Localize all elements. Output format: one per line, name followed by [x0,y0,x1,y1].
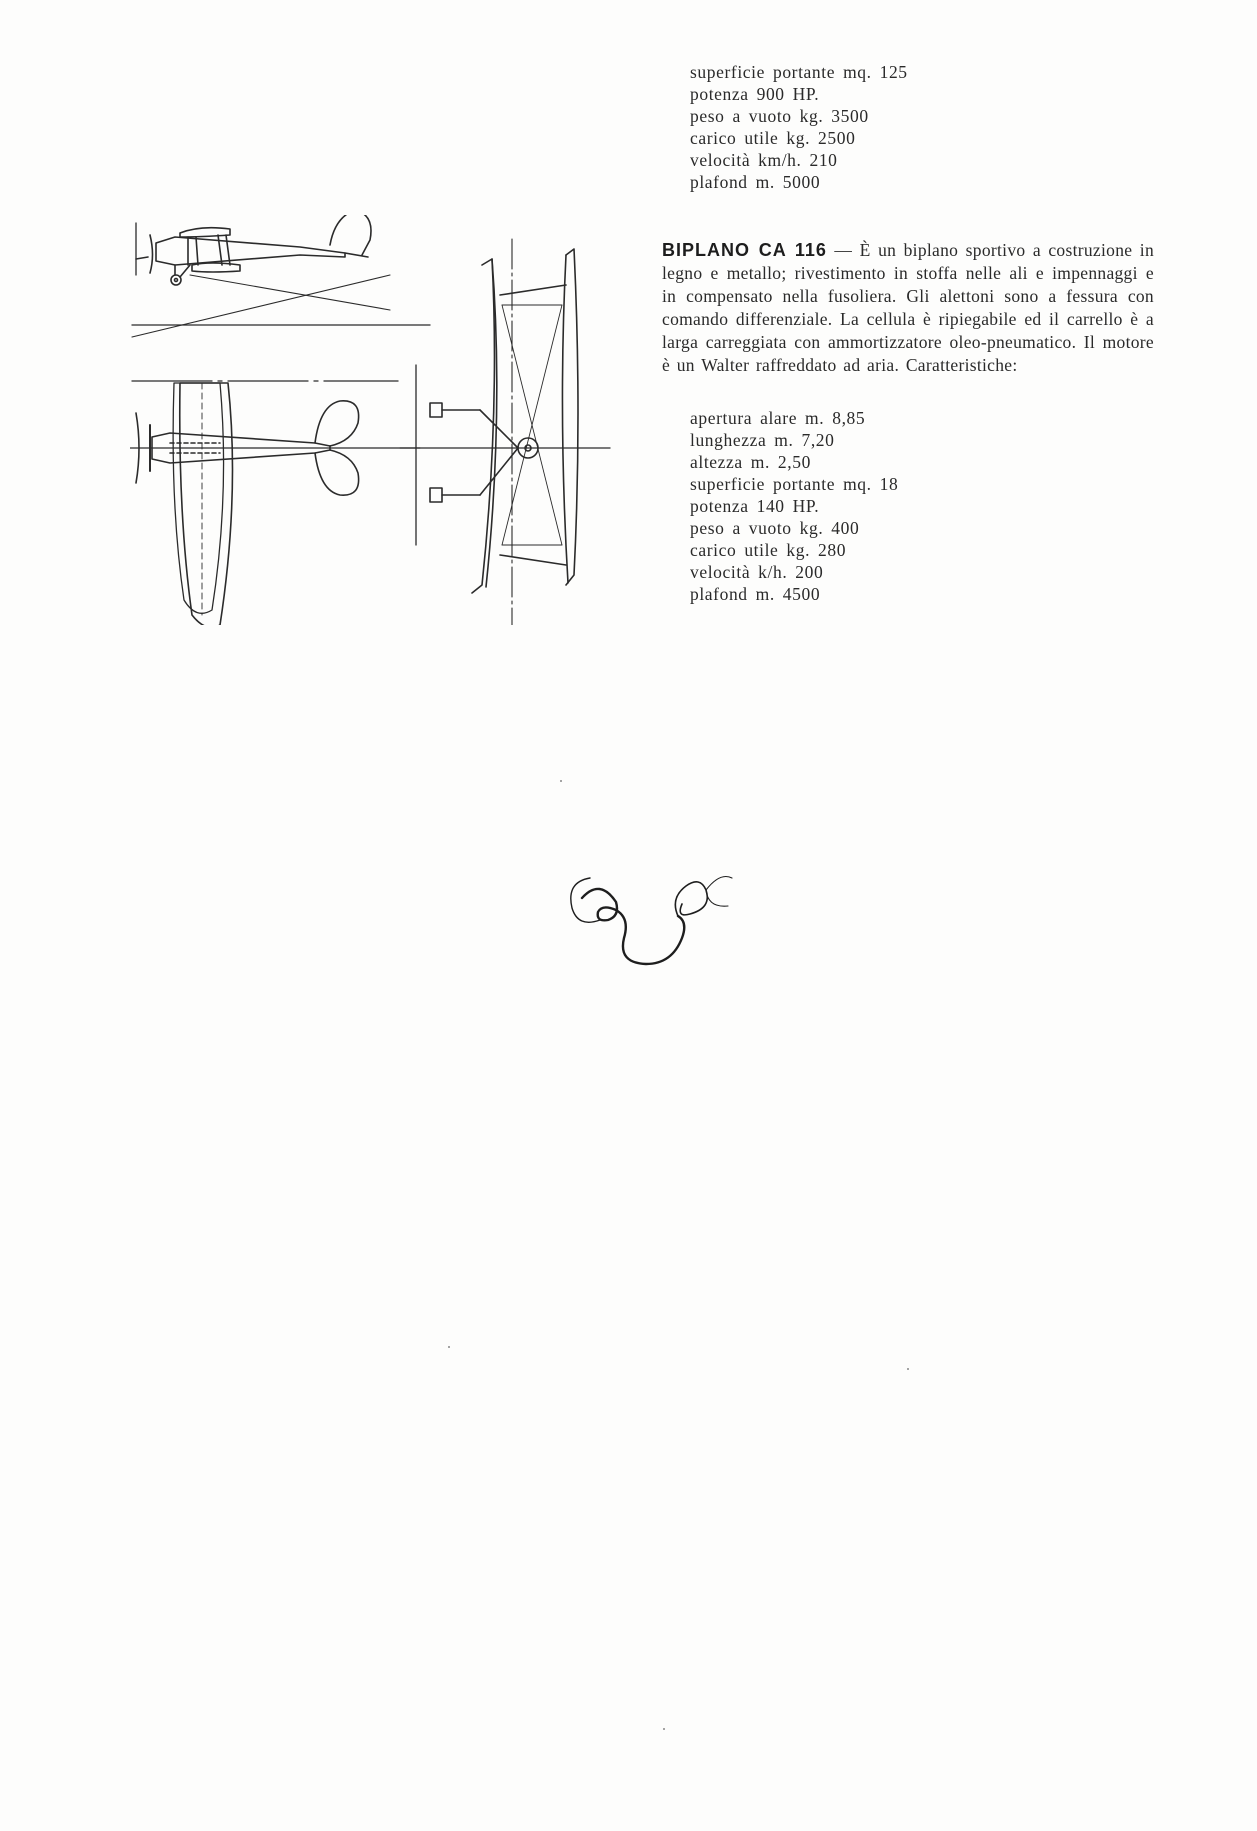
scan-speck [663,1728,665,1730]
spec-line: peso a vuoto kg. 3500 [690,106,869,126]
title-dash: — [834,240,853,260]
ca116-spec-list [690,407,898,605]
front-view [400,239,610,625]
calligraphic-flourish-ornament [560,868,740,973]
ca116-description-text: È un biplano sportivo a costruzione in legno e metallo; rivestimento in stoffa nelle ali e impennaggi e in compensato nella fusoliera. Gli alettoni sono a fessura con comando differenziale. La cellula è ripiegabile ed il carrello è a larga carreggiata con ammortizzatore oleo-pneumatico. Il motore è un Walter raffreddato ad aria. Caratteristiche: [662,240,1154,375]
spec-line: potenza 900 HP. [690,84,820,104]
scan-speck [560,780,562,782]
plan-view [130,381,420,625]
ca116-description-paragraph [662,239,1154,377]
spec-line: plafond m. 4500 [690,584,821,604]
spec-line: carico utile kg. 2500 [690,128,856,148]
side-view [132,215,430,337]
spec-line: plafond m. 5000 [690,172,821,192]
spec-line: superficie portante mq. 125 [690,62,908,82]
spec-line: velocità k/h. 200 [690,562,824,582]
biplane-three-view-drawing [130,215,620,625]
scan-speck [448,1346,450,1348]
spec-line: superficie portante mq. 18 [690,474,899,494]
spec-line: peso a vuoto kg. 400 [690,518,860,538]
ca116-title: BIPLANO CA 116 [662,240,827,260]
spec-line: potenza 140 HP. [690,496,820,516]
spec-line: apertura alare m. 8,85 [690,408,866,428]
spec-line: carico utile kg. 280 [690,540,847,560]
spec-line: lunghezza m. 7,20 [690,430,835,450]
previous-aircraft-spec-list [690,61,908,193]
scan-speck [907,1368,909,1370]
spec-line: altezza m. 2,50 [690,452,811,472]
spec-line: velocità km/h. 210 [690,150,838,170]
